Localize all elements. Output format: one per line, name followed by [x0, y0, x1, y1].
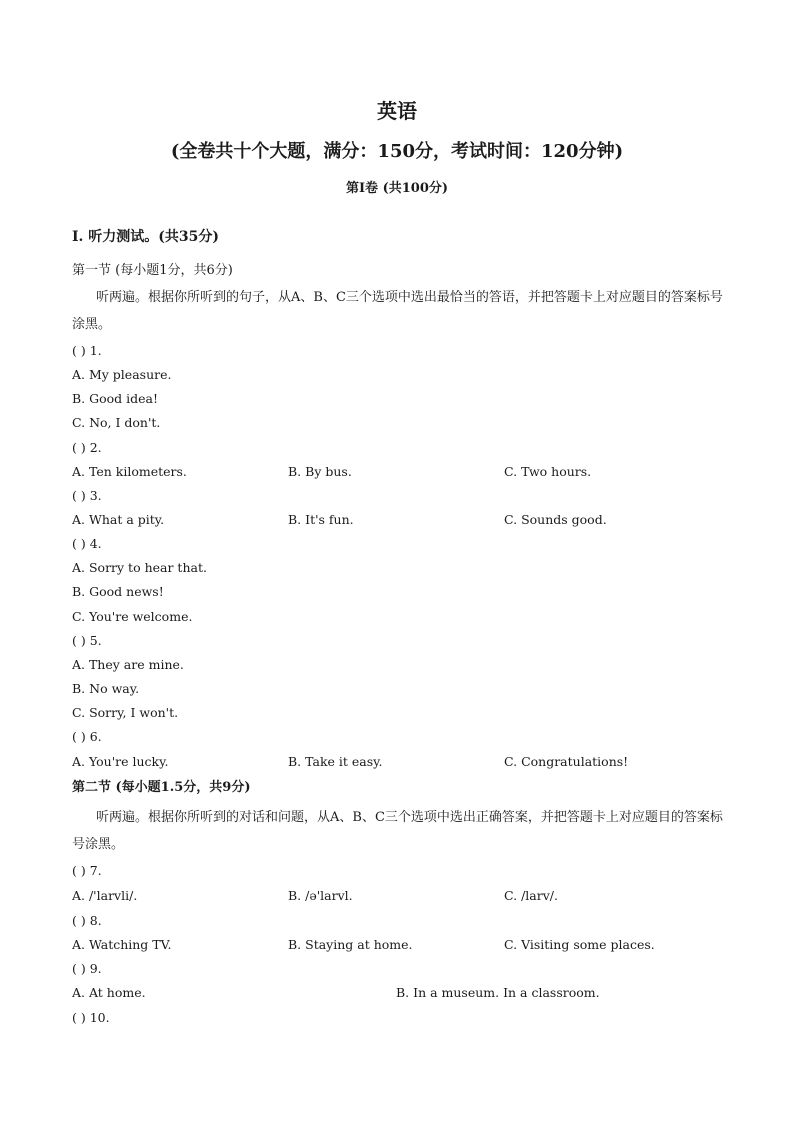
option-b: B. Take it easy. — [288, 754, 383, 769]
question-number: ( ) 9. — [72, 961, 102, 976]
options-row — [72, 936, 732, 954]
option-a: A. At home. — [72, 985, 146, 1000]
exam-info: (全卷共十个大题，满分：150分，考试时间：120分钟) — [170, 141, 624, 162]
question-number: ( ) 3. — [72, 488, 102, 503]
page-title: 英语 — [377, 99, 417, 123]
options-row — [72, 887, 732, 905]
question-number: ( ) 6. — [72, 729, 102, 744]
option-a: A. /'larvli/. — [72, 888, 138, 903]
option-c: C. No, I don't. — [72, 415, 161, 430]
option-a: A. Ten kilometers. — [72, 464, 187, 479]
option-a: A. My pleasure. — [72, 367, 172, 382]
question-number: ( ) 4. — [72, 536, 102, 551]
option-b: B. In a museum. In a classroom. — [396, 985, 600, 1000]
question-number: ( ) 7. — [72, 863, 102, 878]
option-c: C. Two hours. — [504, 464, 592, 479]
option-a: A. Sorry to hear that. — [72, 560, 207, 575]
option-a: A. You're lucky. — [72, 754, 169, 769]
part2-instruction: 听两遍。根据你所听到的对话和问题，从A、B、C三个选项中选出正确答案，并把答题卡上对应题目的答案标号涂黑。 — [72, 810, 723, 852]
part2-heading: 第二节 (每小题1.5分，共9分) — [72, 780, 251, 795]
option-b: B. Good news! — [72, 584, 164, 599]
option-a: A. What a pity. — [72, 512, 165, 527]
options-row — [72, 984, 732, 1002]
option-b: B. It's fun. — [288, 512, 354, 527]
options-row — [72, 511, 732, 529]
option-b: B. Staying at home. — [288, 937, 413, 952]
option-b: B. By bus. — [288, 464, 352, 479]
option-b: B. /ə'larvl. — [288, 888, 353, 903]
question-number: ( ) 5. — [72, 633, 102, 648]
section-heading: I. 听力测试。(共35分) — [72, 229, 220, 245]
question-number: ( ) 1. — [72, 343, 102, 358]
paper-part-label: 第I卷 (共100分) — [345, 181, 449, 196]
option-c: C. Sorry, I won't. — [72, 705, 179, 720]
option-c: C. Visiting some places. — [504, 937, 655, 952]
part1-instruction: 听两遍。根据你所听到的句子，从A、B、C三个选项中选出最恰当的答语，并把答题卡上对应题目的答案标号涂黑。 — [72, 290, 723, 332]
option-c: C. /larv/. — [504, 888, 558, 903]
question-number: ( ) 8. — [72, 913, 102, 928]
option-a: A. They are mine. — [72, 657, 184, 672]
option-a: A. Watching TV. — [72, 937, 172, 952]
option-c: C. Sounds good. — [504, 512, 607, 527]
option-b: B. Good idea! — [72, 391, 159, 406]
options-row — [72, 753, 732, 771]
part1-heading: 第一节 (每小题1分，共6分) — [72, 263, 233, 278]
options-row — [72, 463, 732, 481]
option-c: C. You're welcome. — [72, 609, 193, 624]
option-b: B. No way. — [72, 681, 140, 696]
question-number: ( ) 10. — [72, 1010, 110, 1025]
option-c: C. Congratulations! — [504, 754, 629, 769]
question-number: ( ) 2. — [72, 440, 102, 455]
